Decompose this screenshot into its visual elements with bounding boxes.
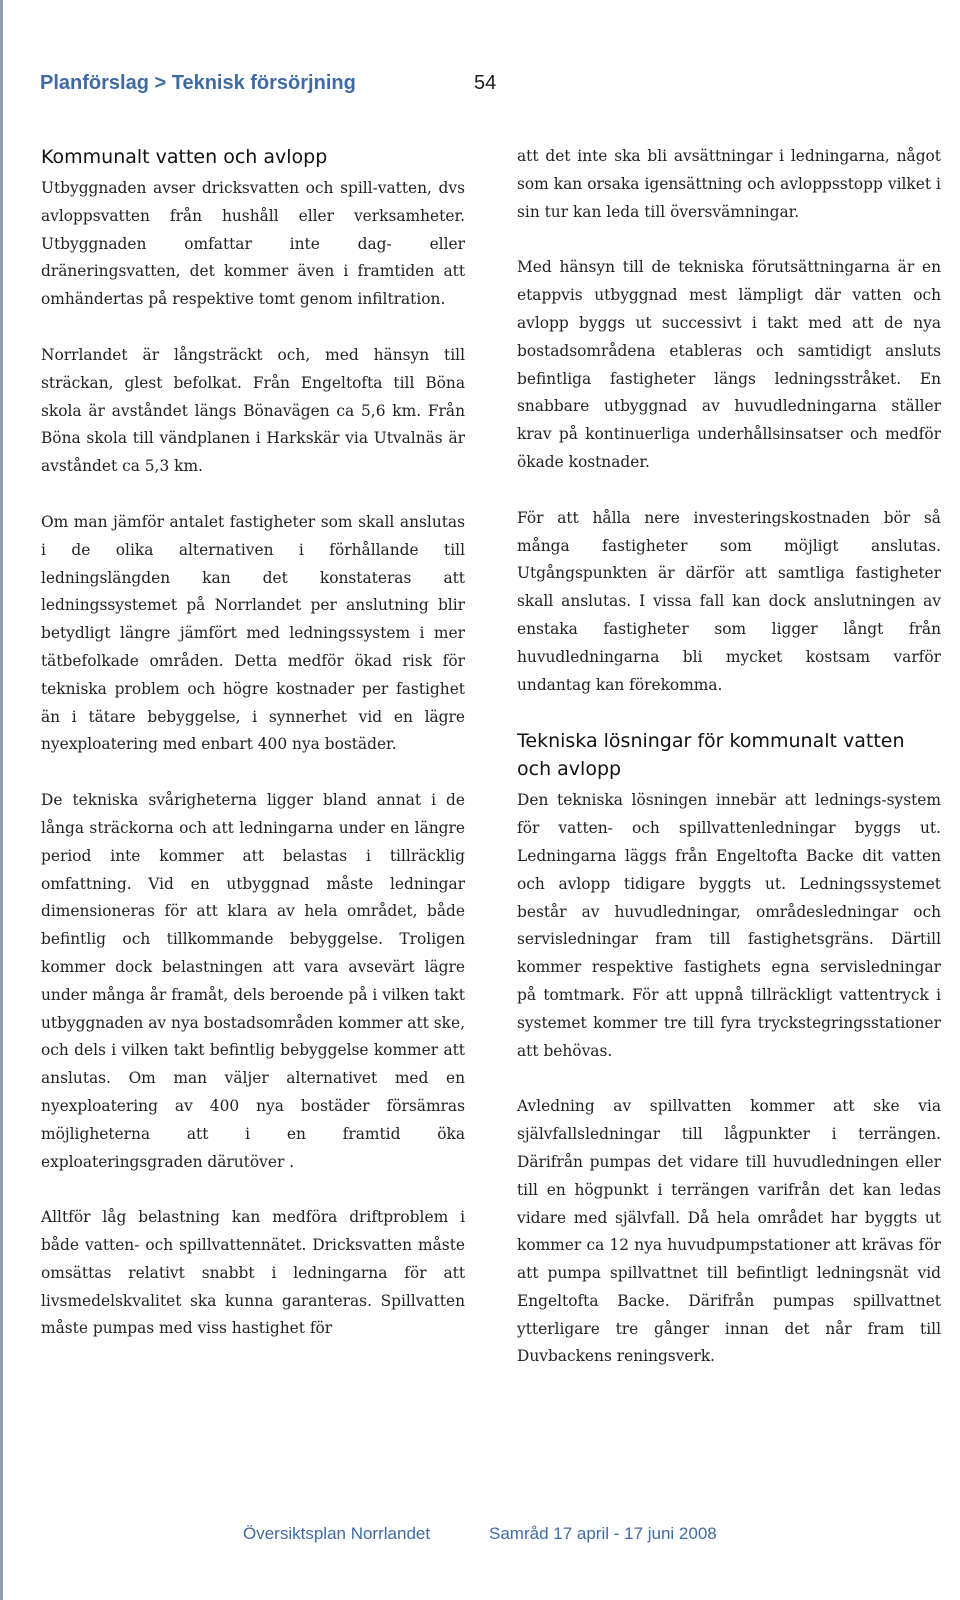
paragraph: Om man jämför antalet fastigheter som skall anslutas i de olika alternativen i förhållande till ledningslängden kan det konstateras att ledningssystemet på Norrlandet per anslutning blir betydligt längre jämfört med ledningssystem i mer tätbefolkade områden. Detta medför ökad risk för tekniska problem och högre kostnader per fastighet än i tätare bebyggelse, i synnerhet vid en lägre nyexploatering med enbart 400 nya bostäder. <box>41 512 465 754</box>
paragraph: Norrlandet är långsträckt och, med hänsyn till sträckan, glest befolkat. Från Engeltofta till Böna skola är avståndet längs Bönavägen ca 5,6 km. Från Böna skola till vändplanen i Harkskär via Utvalnäs är avståndet ca 5,3 km. <box>41 345 465 476</box>
paragraph: Utbyggnaden avser dricksvatten och spill-vatten, dvs avloppsvatten från hushåll eller verksamheter. Utbyggnaden omfattar inte dag- eller dräneringsvatten, det kommer även i framtiden att omhändertas på respektive tomt genom infiltration. <box>41 179 465 309</box>
paragraph: För att hålla nere investeringskostnaden bör så många fastigheter som möjligt anslutas. Utgångspunkten är därför att samtliga fastigheter skall anslutas. I vissa fall kan dock anslutningen av enstaka fastigheter som ligger långt från huvudledningarna bli mycket kostsam varför undantag kan förekomma. <box>517 508 941 694</box>
section-heading-tekniska-losningar: Tekniska lösningar för kommunalt vatten och avlopp <box>517 730 905 781</box>
paragraph: Avledning av spillvatten kommer att ske via självfallsledningar till lågpunkter i terrängen. Därifrån pumpas det vidare till huvudledningen eller till en högpunkt i terrängen varifrån det kan ledas vidare med självfall. Då hela området har byggts ut kommer ca 12 nya huvudpumpstationer att krävas för att pumpa spillvattnet till befintligt ledningsnät vid Engeltofta Backe. Därifrån pumpas spillvattnet ytterligare tre gånger innan det når fram till Duvbackens reningsverk. <box>517 1097 941 1366</box>
breadcrumb: Planförslag > Teknisk försörjning <box>40 72 356 94</box>
left-margin-rule <box>0 0 3 1600</box>
footer-consultation-dates: Samråd 17 april - 17 juni 2008 <box>489 1524 717 1543</box>
left-column <box>41 143 465 1371</box>
footer-document-title: Översiktsplan Norrlandet <box>243 1524 431 1543</box>
section-heading-vatten-avlopp: Kommunalt vatten och avlopp <box>41 146 328 168</box>
page-header <box>40 72 520 106</box>
page-number: 54 <box>474 72 497 94</box>
paragraph: Alltför låg belastning kan medföra driftproblem i både vatten- och spillvattennätet. Dricksvatten måste omsättas relativt snabbt i ledningarna för att livsmedelskvalitet ska kunna garanteras. Spillvatten måste pumpas med viss hastighet för <box>41 1208 465 1338</box>
paragraph: De tekniska svårigheterna ligger bland annat i de långa sträckorna och att ledningarna under en längre period inte kommer att belastas i tillräcklig omfattning. Vid en utbyggnad måste ledningar dimensioneras för att klara av hela området, både befintlig och tillkommande bebyggelse. Troligen kommer dock belastningen att vara avsevärt lägre under många år framåt, dels beroende på i vilken takt utbyggnaden av nya bostadsområden kommer att ske, och dels i vilken takt befintlig bebyggelse kommer att anslutas. Om man väljer alternativet med en nyexploatering av 400 nya bostäder försämras möjligheterna att i en framtid öka exploateringsgraden därutöver . <box>41 791 465 1171</box>
paragraph: Den tekniska lösningen innebär att lednings-system för vatten- och spillvattenledningar byggs ut. Ledningarna läggs från Engeltofta Backe dit vatten och avlopp tidigare byggts ut. Ledningssystemet består av huvudledningar, områdesledningar och servisledningar fram till fastighetsgräns. Därtill kommer respektive fastighets egna servisledningar på tomtmark. För att uppnå tillräckligt vattentryck i systemet kommer tre till fyra tryckstegringsstationer att behövas. <box>517 791 941 1060</box>
paragraph: att det inte ska bli avsättningar i ledningarna, något som kan orsaka igensättning och avloppsstopp vilket i sin tur kan leda till översvämningar. <box>517 147 941 221</box>
page-footer <box>0 1524 960 1550</box>
paragraph: Med hänsyn till de tekniska förutsättningarna är en etappvis utbyggnad mest lämpligt där vatten och avlopp byggs ut successivt i takt med att de nya bostadsområdena etableras och samtidigt ansluts befintliga fastigheter längs ledningsstråket. En snabbare utbyggnad av huvudledningarna ställer krav på kontinuerliga underhållsinsatser och medför ökade kostnader. <box>517 258 941 471</box>
right-column <box>517 143 941 1399</box>
